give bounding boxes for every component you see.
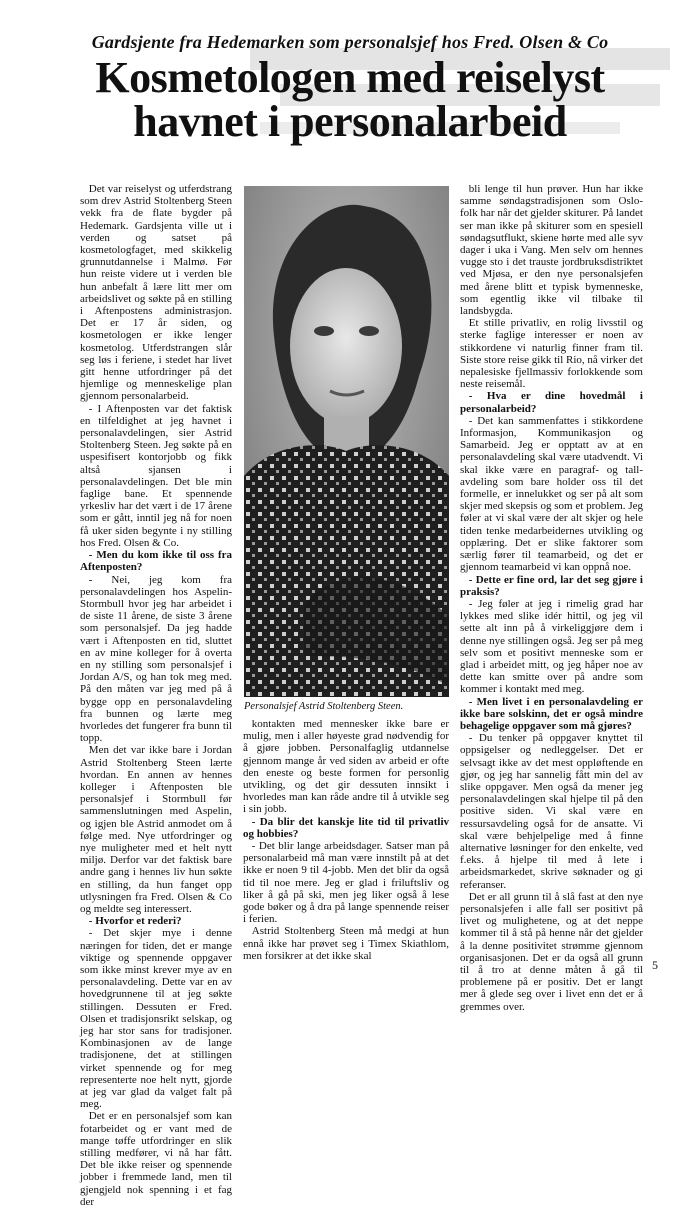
interview-question: - Hvorfor et rederi? — [88, 915, 182, 928]
headline-line-2: havnet i personalarbeid — [133, 97, 567, 146]
article-paragraph: Det er all grunn til å slå fast at den nye personalsjefen i alle fall ser positivt på livet og mulighetene, og at det neppe kommer til å stå på henne når det gjelder å la denne positivitet strømme gjennom organisasjonen. Det er da også all grunn til å tro at denne måten å gå til problemene på er positiv. Det er langt mer å glede seg over i livet enn det er å gremmes over. — [460, 890, 643, 1013]
interview-question: - Da blir det kanskje lite tid til privatliv og hobbies? — [243, 815, 449, 840]
article-paragraph: Astrid Stoltenberg Steen må medgi at hun ennå ikke har prøvet seg i Timex Skiathlom, men forsikrer at det ikke skal — [243, 925, 449, 962]
interview-question: - Dette er fine ord, lar det seg gjøre i praksis? — [460, 573, 643, 598]
portrait-illustration — [244, 186, 449, 697]
face — [290, 268, 402, 424]
article-paragraph: kontakten med mennesker ikke bare er mulig, men i aller høyeste grad nødvendig for å gjøre jobben. Personalfaglig utdannelse gjennom mange år ved siden av arbeid er ofte den eneste og beste formen for personlig utvikling, og det gir dessuten innsikt i hvorledes man kan råde andre til å utvikle seg i sin jobb. — [243, 718, 449, 816]
article-paragraph: - Du tenker på oppgaver knyttet til oppsigelser og nedleggelser. Det er selvsagt ikke av det mest oppløftende en gjør, og jeg har sannelig fått min del av slike oppgaver. Men også da mener jeg personalavdelingen skal hjelpe til på den positive siden. Vi skal være en ressursavdeling også for de ansatte. Vi skal være behjelpelige med å finne alternative løsninger for den enkelte, ved f.eks. å hjelpe til med å lete i arbeidsmarkedet, skrive søknader og gi referanser. — [460, 732, 643, 891]
article-paragraph: - Nei, jeg kom fra personalavdelingen hos Aspelin-Stormbull hvor jeg har arbeidet i de siste 11 årene, de siste 3 årene som personalsjef. Da jeg hadde vært i Aftenposten en tid, sluttet en av mine kolleger for å overta en ny stilling som personalsjef i Jordan A/S, og han tok meg med. På den måten var jeg med på å bygge opp en personalavdeling fra bunnen og lærte meg hvorledes det fungerer fra bunn til topp. — [80, 573, 232, 745]
interview-question: - Hva er dine hovedmål i personalarbeid? — [460, 390, 643, 415]
headline-line-1: Kosmetologen med reiselyst — [95, 53, 605, 102]
article-paragraph: Det er en personalsjef som kan fotarbeidet og er vant med de mange tøffe utfordringer en slik stilling medfører, vi nå har fått. Det ble ikke reiser og spennende jobber i fremmede land, men til gjengjeld nok spenning i et fag der — [80, 1110, 232, 1208]
kicker: Gardsjente fra Hedemarken som personalsjef hos Fred. Olsen & Co — [91, 32, 609, 52]
left-eye — [314, 326, 334, 336]
right-eye — [359, 326, 379, 336]
interview-question: - Men du kom ikke til oss fra Aftenposten? — [80, 549, 232, 574]
article-paragraph: - Det blir lange arbeidsdager. Satser man på personalarbeid må man være innstilt på at det ikke er noen 9 til 4-jobb. Men det blir da også tid til noe mere. Jeg er glad i friluftsliv og liker å gå på ski, men jeg liker også å lese gode bøker og å dra på lange spennende reiser i ferien. — [243, 840, 449, 926]
article-paragraph: - Jeg føler at jeg i rimelig grad har lykkes med slike idér hittil, og jeg vil sette alt inn på å virkeliggjøre dem i denne nye stillingen også. Jeg ser på meg selv som et positivt menneske som er glad i arbeidet mitt, og jeg håper noe av dette kan smitte over på andre som kommer i kontakt med meg. — [460, 597, 643, 696]
headline — [0, 53, 700, 146]
article-paragraph: - I Aftenposten var det faktisk en tilfeldighet at jeg havnet i personalavdelingen, sier Astrid Stoltenberg Steen. Jeg søkte på en uspesifisert kontorjobb og fikk altså sjansen i personalavdelingen. Det ble min faglige bane. Et spennende yrkesliv har det vært i de 17 årene som er gått, inntil jeg nå for noen få uker siden begynte i ny stilling hos Fred. Olsen & Co. — [80, 402, 232, 549]
article-paragraph: bli lenge til hun prøver. Hun har ikke samme søndagstradisjonen som Oslo-folk har når det gjelder skiturer. På landet ser man ikke på skiturer som en spesiell søndagsutflukt, skiene hørte med alle syv dager i uka i Vang. Men selv om hennes vugge sto i det trauste jordbruksdistriktet ved Mjøsa, er den nye personalsjefen med årene blitt et typisk bymenneske, som egentlig ikke vil tilbake til landsbygda. — [460, 183, 643, 318]
page-number: 5 — [652, 958, 658, 972]
article-paragraph: Men det var ikke bare i Jordan Astrid Stoltenberg Steen lærte hvordan. En annen av hennes kolleger i Aftenposten ble personalsjef i Stormbull før sammenslutningen med Aspelin, og igjen ble Astrid anmodet om å følge med. Nye utfordringer og nye muligheter med et helt nytt miljø. Derfor var det faktisk bare andre gang i hennes liv hun søkte en stilling, da hun fanget opp utlysningen fra Fred. Olsen & Co og meldte seg interessert. — [80, 744, 232, 915]
photo-caption: Personalsjef Astrid Stoltenberg Steen. — [244, 701, 404, 712]
article-column-1 — [80, 183, 232, 1208]
portrait-photo — [244, 186, 449, 697]
interview-question: - Men livet i en personalavdeling er ikke bare solskinn, det er også mindre behagelige oppgaver som må gjøres? — [460, 695, 643, 732]
article-paragraph: Det var reiselyst og utferdstrang som drev Astrid Stoltenberg Steen vekk fra de flate bygder på Hedemark. Gardsjenta ville ut i verden og satset på kosmetologfaget, med skikkelig grunnutdannelse i Malmø. Før hun reiste videre ut i verden ble hun anbefalt å lære litt mer om arbeidslivet og søkte på en stilling i Aftenpostens administrasjon. Det er 17 år siden, og kosmetologen er ikke lenger kosmetolog. Utferdstrangen slår seg løs i feriene, i stedet har livet gitt henne utfordringer på det hjemlige og menneskelige plan gjennom personalarbeid. — [80, 183, 232, 403]
article-paragraph: - Det skjer mye i denne næringen for tiden, det er mange viktige og spennende oppgaver som ikke minst krever mye av en personalavdeling. Dette var en av hovedgrunnene til at jeg søkte stillingen. Dessuten er Fred. Olsen et tradisjonsrikt selskap, og jeg har stor sans for tradisjoner. Kombinasjonen av de lange tradisjonene, det at stillingen virket spennende og for meg representerte noe helt nytt, gjorde at jeg var glad da valget falt på meg. — [80, 927, 232, 1111]
article-column-3 — [460, 183, 643, 1013]
article-paragraph: - Det kan sammenfattes i stikkordene Informasjon, Kommunikasjon og Samarbeid. Jeg er opptatt av at en personalavdeling skal være utadvendt. Vi skal ikke være en paragraf- og tall-avdeling som bare holder oss til det formelle, er innelukket og ser på alt som skjer med skepsis og som et problem. Jeg føler at vi skal være der alt skjer og hele tiden tenke medarbeidernes utvikling og opplæring. Det er slike faktorer som særlig fører til teamarbeid, og det er gjennom teamarbeid vi kan oppnå noe. — [460, 414, 643, 574]
article-column-2 — [243, 718, 449, 962]
article-paragraph: Et stille privatliv, en rolig livsstil og sterke faglige interesser er noen av stikkordene vi naturlig finner fram til. Siste store reise gikk til Rio, nå virker det nepalesiske fjellmassiv forlokkende som neste reisemål. — [460, 317, 643, 391]
